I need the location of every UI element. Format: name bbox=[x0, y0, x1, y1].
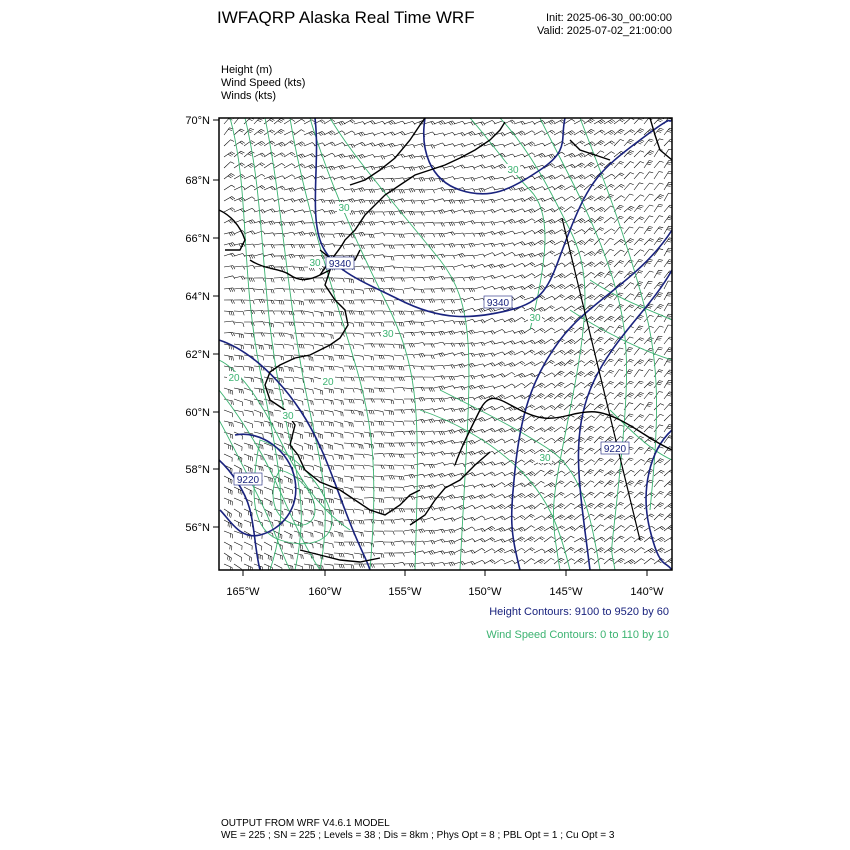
height-contour-label: 9340 bbox=[486, 298, 510, 309]
lat-tick-label: 56°N bbox=[185, 522, 210, 534]
valid-time: Valid: 2025-07-02_21:00:00 bbox=[537, 25, 672, 37]
wind-contour-label: 30 bbox=[282, 411, 294, 422]
lat-tick-label: 66°N bbox=[185, 233, 210, 245]
height-contour-label: 9220 bbox=[236, 475, 260, 486]
field-list bbox=[221, 64, 305, 103]
time-info bbox=[537, 12, 672, 38]
wind-contour-label: 30 bbox=[382, 329, 394, 340]
lon-tick-label: 150°W bbox=[468, 586, 502, 598]
latitude-ticks bbox=[185, 115, 219, 534]
weather-map bbox=[170, 110, 690, 610]
field-wind-speed: Wind Speed (kts) bbox=[221, 77, 306, 89]
model-info bbox=[221, 818, 614, 842]
model-version: OUTPUT FROM WRF V4.6.1 MODEL bbox=[221, 818, 390, 829]
lon-tick-label: 140°W bbox=[630, 586, 664, 598]
lat-tick-label: 58°N bbox=[185, 464, 210, 476]
wind-contour-label: 30 bbox=[529, 313, 541, 324]
lat-tick-label: 60°N bbox=[185, 407, 210, 419]
lat-tick-label: 68°N bbox=[185, 175, 210, 187]
model-config: WE = 225 ; SN = 225 ; Levels = 38 ; Dis = 8km ; Phys Opt = 8 ; PBL Opt = 1 ; Cu Opt = 3 bbox=[221, 830, 615, 841]
height-contour-label: 9340 bbox=[328, 259, 352, 270]
wind-contour-label: 20 bbox=[322, 377, 334, 388]
wind-contour-label: 30 bbox=[507, 165, 519, 176]
plot-title: IWFAQRP Alaska Real Time WRF bbox=[217, 8, 475, 27]
lon-tick-label: 160°W bbox=[308, 586, 342, 598]
lat-tick-label: 64°N bbox=[185, 291, 210, 303]
lat-tick-label: 70°N bbox=[185, 115, 210, 127]
wind-contour-label: 20 bbox=[228, 373, 240, 384]
lon-tick-label: 155°W bbox=[388, 586, 422, 598]
lon-tick-label: 145°W bbox=[549, 586, 583, 598]
field-height: Height (m) bbox=[221, 64, 273, 76]
height-contour-legend: Height Contours: 9100 to 9520 by 60 bbox=[489, 606, 669, 618]
init-time: Init: 2025-06-30_00:00:00 bbox=[546, 12, 672, 24]
wind-contour-label: 30 bbox=[539, 453, 551, 464]
wind-contour-label: 30 bbox=[338, 203, 350, 214]
longitude-ticks bbox=[226, 570, 664, 598]
lat-tick-label: 62°N bbox=[185, 349, 210, 361]
lon-tick-label: 165°W bbox=[226, 586, 260, 598]
field-winds: Winds (kts) bbox=[221, 90, 276, 102]
height-contour-label: 9220 bbox=[603, 444, 627, 455]
wind-contour-legend: Wind Speed Contours: 0 to 110 by 10 bbox=[486, 629, 669, 641]
wind-contour-label: 30 bbox=[309, 258, 321, 269]
